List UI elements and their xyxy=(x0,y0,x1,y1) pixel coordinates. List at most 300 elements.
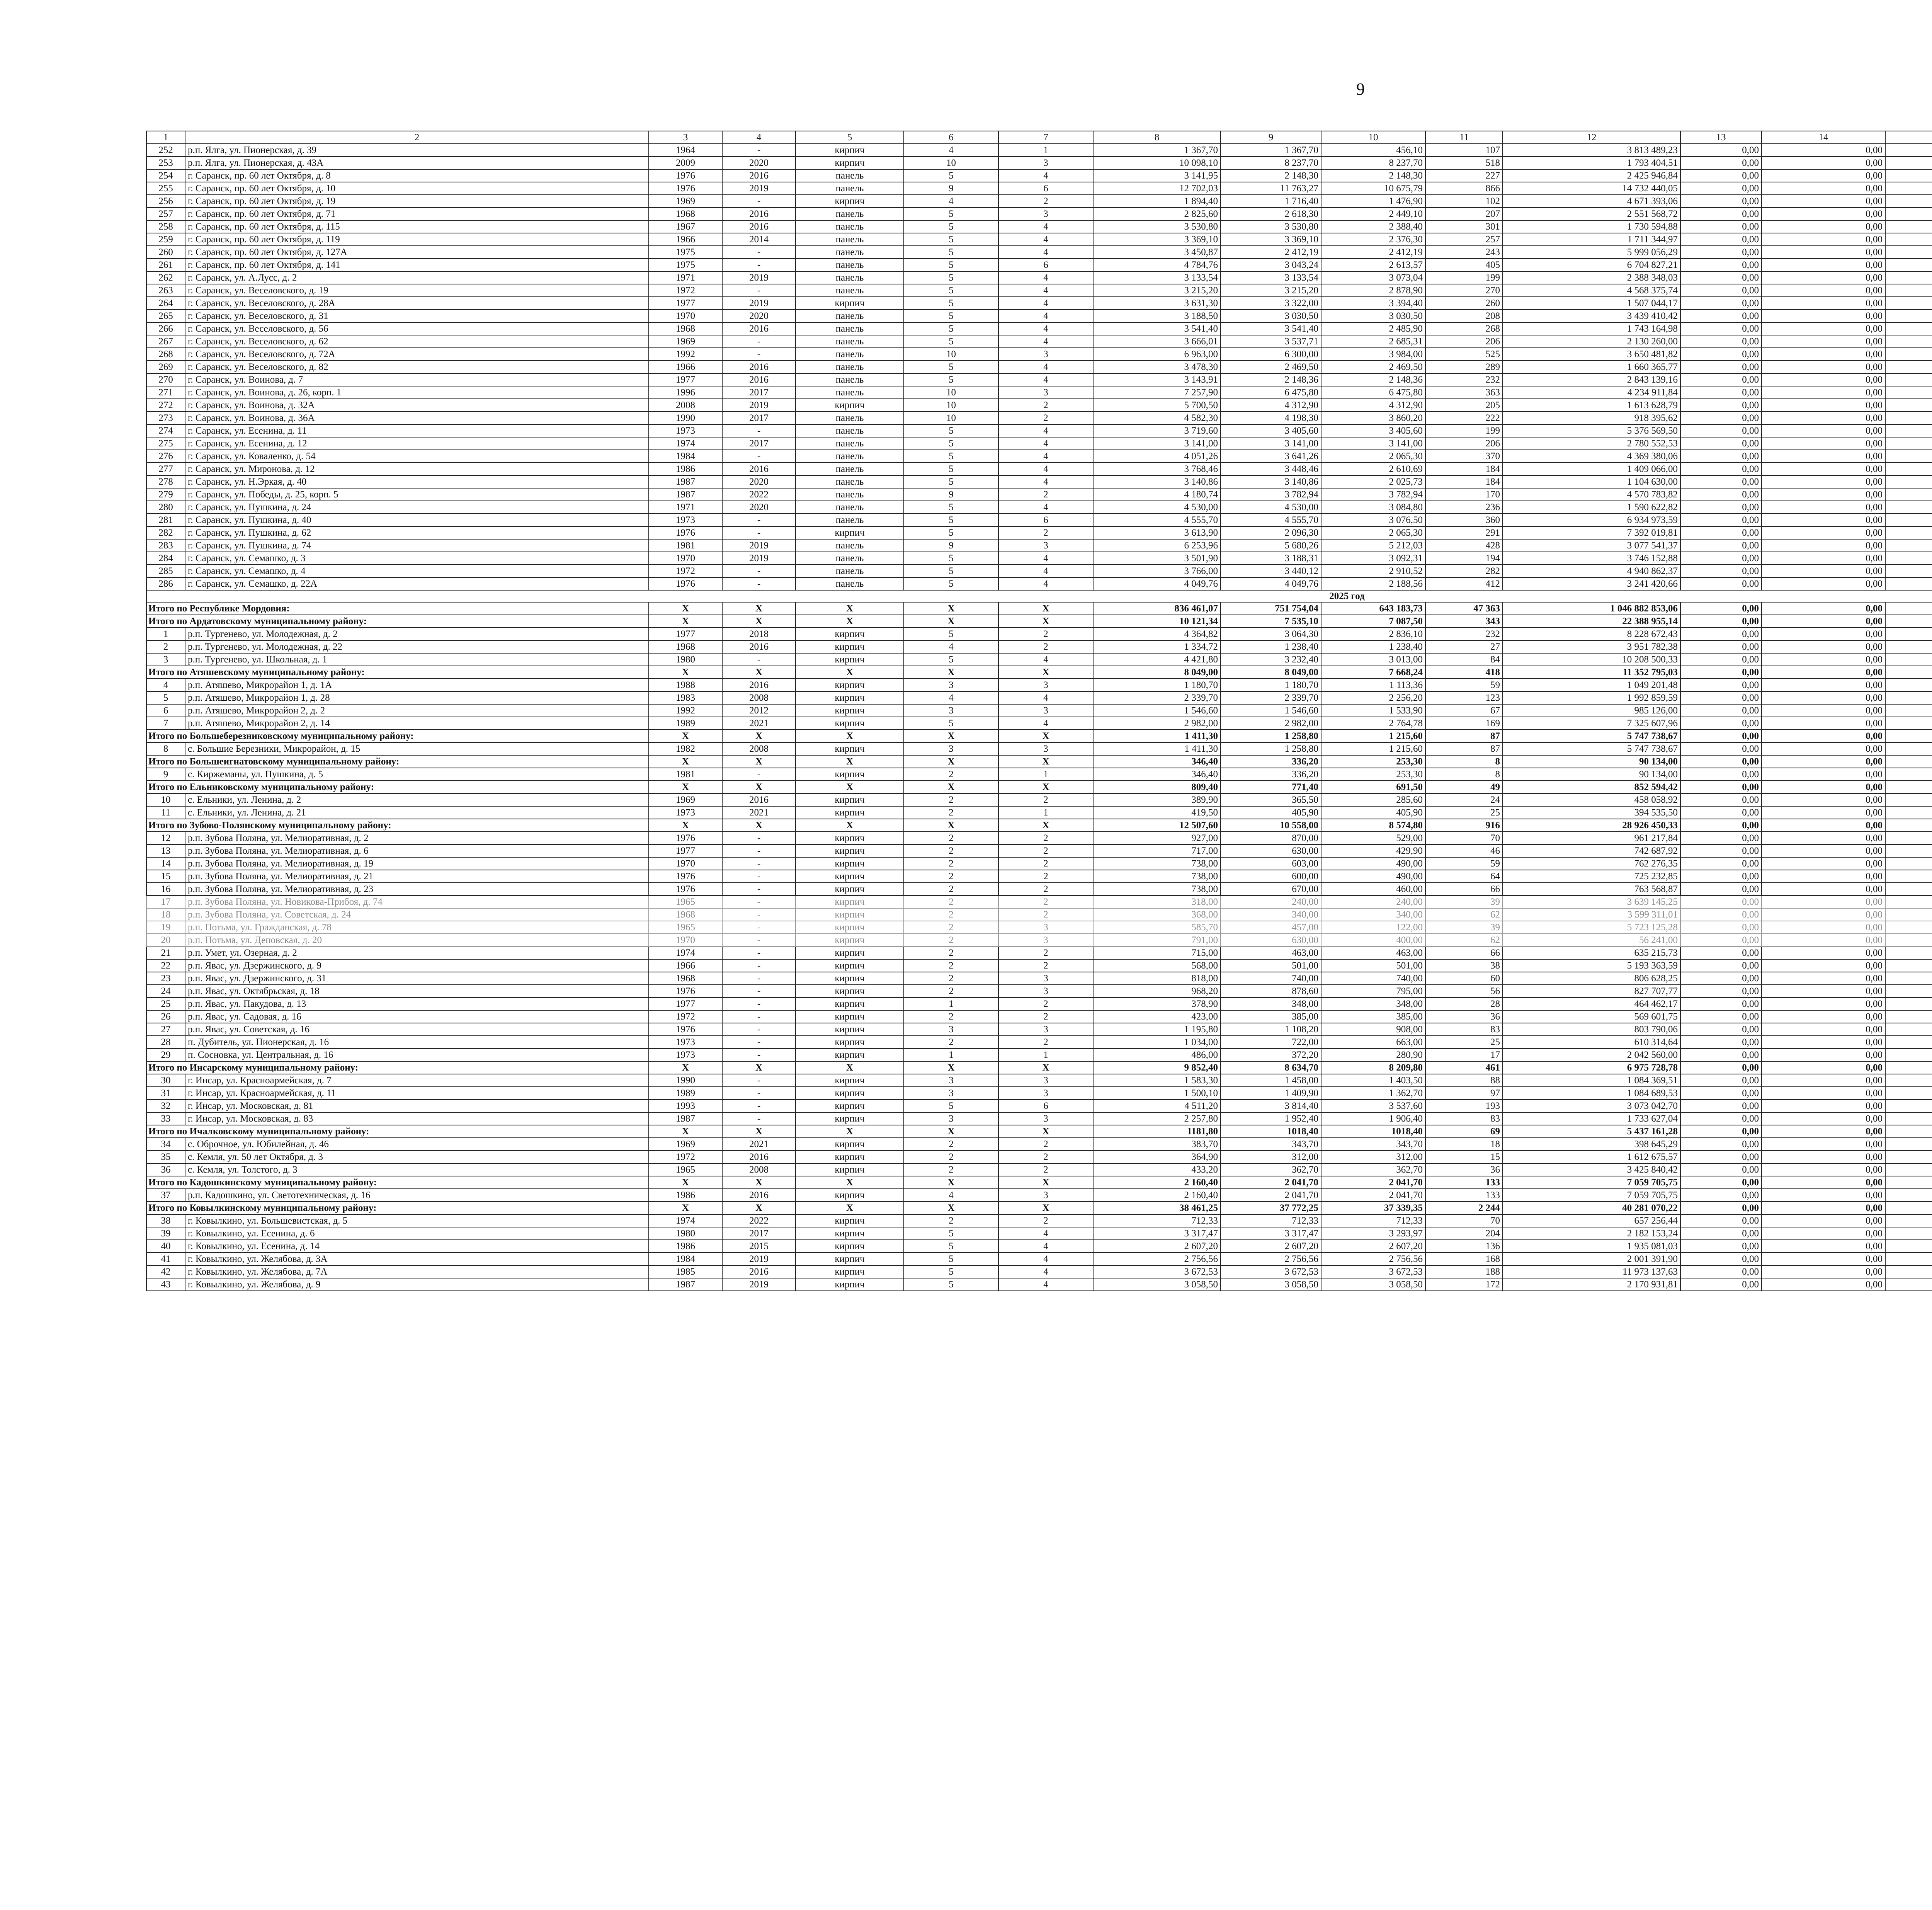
table-cell: X xyxy=(722,615,796,628)
table-cell: 0,00 xyxy=(1680,284,1762,297)
table-cell: 1018,40 xyxy=(1321,1125,1425,1138)
table-cell: 42 xyxy=(146,1265,185,1278)
table-cell: 771,40 xyxy=(1221,781,1321,793)
table-row xyxy=(146,539,1932,552)
table-cell: 3 650 481,82 xyxy=(1503,348,1680,361)
table-cell: - xyxy=(722,934,796,946)
table-cell: 1970 xyxy=(649,552,722,565)
table-cell: панель xyxy=(796,552,904,565)
table-cell: г. Саранск, пр. 60 лет Октября, д. 127А xyxy=(185,246,649,259)
table-cell: 59 xyxy=(1425,857,1503,870)
table-row xyxy=(146,1138,1932,1151)
table-cell: 22 388 955,14 xyxy=(1503,615,1680,628)
table-cell: 0,00 xyxy=(1762,1036,1885,1049)
table-cell: кирпич xyxy=(796,1036,904,1049)
table-cell: 4 xyxy=(998,284,1093,297)
table-cell: 5 xyxy=(904,322,998,335)
subtotal-row xyxy=(146,781,1932,793)
table-cell: панель xyxy=(796,169,904,182)
table-cell: 5 xyxy=(796,131,904,144)
table-cell: 3 xyxy=(649,131,722,144)
subtotal-row xyxy=(146,819,1932,832)
table-cell: 1973 xyxy=(649,514,722,526)
table-cell: 1971 xyxy=(649,271,722,284)
table-cell: Итого по Республике Мордовия: xyxy=(146,602,649,615)
table-cell xyxy=(1885,1176,1932,1189)
table-cell: 1972 xyxy=(649,1010,722,1023)
table-cell: 1976 xyxy=(649,182,722,195)
table-cell: 501,00 xyxy=(1221,959,1321,972)
table-cell: X xyxy=(998,1061,1093,1074)
table-cell: 8 xyxy=(1425,755,1503,768)
table-cell: X xyxy=(796,730,904,742)
table-cell: 2 xyxy=(904,832,998,844)
table-cell: 0,00 xyxy=(1680,169,1762,182)
table-cell: 1 258,80 xyxy=(1221,742,1321,755)
table-cell: г. Саранск, ул. Коваленко, д. 54 xyxy=(185,450,649,463)
table-cell: кирпич xyxy=(796,1010,904,1023)
table-row xyxy=(146,488,1932,501)
table-cell: 3 440,12 xyxy=(1221,565,1321,577)
table-cell: 3 xyxy=(998,985,1093,998)
table-cell: Итого по Ковылкинскому муниципальному району: xyxy=(146,1202,649,1214)
table-cell: 2 xyxy=(904,895,998,908)
table-row xyxy=(146,985,1932,998)
table-cell: 348,00 xyxy=(1321,998,1425,1010)
table-cell: 1984 xyxy=(649,1253,722,1265)
table-cell: 34 xyxy=(146,1138,185,1151)
table-cell: 123 xyxy=(1425,691,1503,704)
table-cell: 5 xyxy=(904,475,998,488)
table-row xyxy=(146,895,1932,908)
table-cell: 10 xyxy=(1321,131,1425,144)
table-cell: 1968 xyxy=(649,972,722,985)
table-cell: г. Саранск, пр. 60 лет Октября, д. 119 xyxy=(185,233,649,246)
table-cell: 1965 xyxy=(649,921,722,934)
table-cell: 340,00 xyxy=(1221,908,1321,921)
table-cell: 1 xyxy=(146,131,185,144)
table-cell xyxy=(1885,1189,1932,1202)
table-cell: 2016 xyxy=(722,1265,796,1278)
table-cell: 6 300,00 xyxy=(1221,348,1321,361)
table-row xyxy=(146,577,1932,590)
table-cell: 722,00 xyxy=(1221,1036,1321,1049)
table-cell: 0,00 xyxy=(1762,1227,1885,1240)
table-cell xyxy=(1885,985,1932,998)
table-cell: 2 910,52 xyxy=(1321,565,1425,577)
table-cell: 36 xyxy=(146,1163,185,1176)
table-cell xyxy=(1885,1240,1932,1253)
table-cell: 0,00 xyxy=(1762,463,1885,475)
table-cell: 268 xyxy=(146,348,185,361)
table-cell: кирпич xyxy=(796,921,904,934)
table-cell: кирпич xyxy=(796,832,904,844)
table-cell: - xyxy=(722,348,796,361)
table-cell: 4 xyxy=(998,475,1093,488)
table-cell: 2 xyxy=(998,1151,1093,1163)
table-cell: 738,00 xyxy=(1093,883,1221,895)
table-cell xyxy=(1885,857,1932,870)
table-cell: 24 xyxy=(1425,793,1503,806)
table-cell: 1 793 404,51 xyxy=(1503,157,1680,169)
table-cell: 2 xyxy=(904,1151,998,1163)
table-cell: 405 xyxy=(1425,259,1503,271)
table-cell: X xyxy=(649,819,722,832)
table-cell: 4 530,00 xyxy=(1093,501,1221,514)
table-cell: 2 096,30 xyxy=(1221,526,1321,539)
table-cell: г. Ковылкино, ул. Есенина, д. 14 xyxy=(185,1240,649,1253)
table-cell: 0,00 xyxy=(1762,361,1885,373)
table-cell: п. Сосновка, ул. Центральная, д. 16 xyxy=(185,1049,649,1061)
table-cell: 3 672,53 xyxy=(1221,1265,1321,1278)
table-cell: 6 xyxy=(998,259,1093,271)
table-cell: г. Ковылкино, ул. Большевистская, д. 5 xyxy=(185,1214,649,1227)
table-cell: 1 476,90 xyxy=(1321,195,1425,208)
table-cell: X xyxy=(722,819,796,832)
table-cell: 630,00 xyxy=(1221,934,1321,946)
table-cell: 3 439 410,42 xyxy=(1503,310,1680,322)
table-cell: 0,00 xyxy=(1680,666,1762,679)
table-cell: 2 607,20 xyxy=(1321,1240,1425,1253)
table-cell: - xyxy=(722,985,796,998)
table-cell: 257 xyxy=(146,208,185,220)
table-row xyxy=(146,157,1932,169)
table-cell: X xyxy=(998,1202,1093,1214)
table-cell: 1971 xyxy=(649,501,722,514)
table-cell xyxy=(1885,322,1932,335)
table-cell: кирпич xyxy=(796,704,904,717)
table-cell: 1975 xyxy=(649,259,722,271)
table-cell xyxy=(1885,297,1932,310)
table-cell xyxy=(1885,463,1932,475)
table-cell: 398 645,29 xyxy=(1503,1138,1680,1151)
table-cell: 1 409 066,00 xyxy=(1503,463,1680,475)
table-cell: 348,00 xyxy=(1221,998,1321,1010)
table-cell: - xyxy=(722,883,796,895)
table-cell: 0,00 xyxy=(1762,640,1885,653)
table-cell: 569 601,75 xyxy=(1503,1010,1680,1023)
table-cell: 263 xyxy=(146,284,185,297)
table-cell: 961 217,84 xyxy=(1503,832,1680,844)
table-cell: 0,00 xyxy=(1762,768,1885,781)
table-cell: р.п. Явас, ул. Октябрьская, д. 18 xyxy=(185,985,649,998)
table-cell: X xyxy=(904,615,998,628)
table-cell: кирпич xyxy=(796,399,904,412)
table-cell: 383,70 xyxy=(1093,1138,1221,1151)
table-cell: 36 xyxy=(1425,1010,1503,1023)
table-cell: р.п. Явас, ул. Советская, д. 16 xyxy=(185,1023,649,1036)
table-cell: р.п. Явас, ул. Пакудова, д. 13 xyxy=(185,998,649,1010)
table-cell: 1 xyxy=(904,998,998,1010)
table-cell: 6 475,80 xyxy=(1321,386,1425,399)
table-cell: 4 xyxy=(998,361,1093,373)
table-cell: 3 140,86 xyxy=(1221,475,1321,488)
table-cell: 199 xyxy=(1425,424,1503,437)
table-cell: 2 982,00 xyxy=(1221,717,1321,730)
table-cell: 4 xyxy=(998,463,1093,475)
table-cell: 0,00 xyxy=(1680,1049,1762,1061)
table-cell: 1 743 164,98 xyxy=(1503,322,1680,335)
table-cell: 2 618,30 xyxy=(1221,208,1321,220)
table-cell: 0,00 xyxy=(1762,1138,1885,1151)
table-cell: 4 xyxy=(998,552,1093,565)
table-cell: р.п. Тургенево, ул. Молодежная, д. 22 xyxy=(185,640,649,653)
table-cell: 25 xyxy=(1425,1036,1503,1049)
table-cell xyxy=(1885,806,1932,819)
table-cell: 6 963,00 xyxy=(1093,348,1221,361)
table-cell: 0,00 xyxy=(1762,1265,1885,1278)
table-cell: X xyxy=(722,755,796,768)
table-cell: 5 xyxy=(904,1227,998,1240)
table-cell: панель xyxy=(796,233,904,246)
table-cell: 1980 xyxy=(649,653,722,666)
table-cell: 258 xyxy=(146,220,185,233)
table-cell: 2 xyxy=(904,870,998,883)
table-cell: кирпич xyxy=(796,1087,904,1100)
table-cell: 3 084,80 xyxy=(1321,501,1425,514)
table-cell: 260 xyxy=(146,246,185,259)
table-cell: 3 719,60 xyxy=(1093,424,1221,437)
table-cell: 1 367,70 xyxy=(1221,144,1321,157)
table-cell: 204 xyxy=(1425,1227,1503,1240)
table-cell: панель xyxy=(796,284,904,297)
table-cell: 670,00 xyxy=(1221,883,1321,895)
table-cell: панель xyxy=(796,437,904,450)
table-cell: X xyxy=(904,730,998,742)
table-cell: 3 064,30 xyxy=(1221,628,1321,640)
table-cell: 0,00 xyxy=(1762,195,1885,208)
table-cell: 1 711 344,97 xyxy=(1503,233,1680,246)
table-cell: 2 xyxy=(998,883,1093,895)
table-cell: 1977 xyxy=(649,844,722,857)
table-cell: 0,00 xyxy=(1762,691,1885,704)
table-cell: 260 xyxy=(1425,297,1503,310)
table-cell: - xyxy=(722,246,796,259)
table-cell: 2016 xyxy=(722,679,796,691)
table-cell: 2021 xyxy=(722,717,796,730)
table-cell: 1987 xyxy=(649,488,722,501)
table-cell xyxy=(1885,602,1932,615)
table-cell: панель xyxy=(796,386,904,399)
table-cell: 4 312,90 xyxy=(1221,399,1321,412)
table-cell: 5 723 125,28 xyxy=(1503,921,1680,934)
table-cell: 1 500,10 xyxy=(1093,1087,1221,1100)
table-cell: 0,00 xyxy=(1762,730,1885,742)
table-cell: 37 xyxy=(146,1189,185,1202)
subtotal-row xyxy=(146,730,1932,742)
table-cell: 5 680,26 xyxy=(1221,539,1321,552)
table-cell: 419,50 xyxy=(1093,806,1221,819)
table-cell: 17 xyxy=(146,895,185,908)
table-cell: 2019 xyxy=(722,297,796,310)
table-cell: 1987 xyxy=(649,475,722,488)
table-cell: 3 077 541,37 xyxy=(1503,539,1680,552)
table-cell: 2 xyxy=(904,768,998,781)
table-cell xyxy=(1885,1265,1932,1278)
table-cell: 2 756,56 xyxy=(1221,1253,1321,1265)
table-cell: 2 xyxy=(998,526,1093,539)
table-cell: 255 xyxy=(146,182,185,195)
table-cell: 340,00 xyxy=(1321,908,1425,921)
table-cell xyxy=(1885,1202,1932,1214)
table-cell: 3 141,00 xyxy=(1221,437,1321,450)
table-cell: 1984 xyxy=(649,450,722,463)
table-cell: с. Киржеманы, ул. Пушкина, д. 5 xyxy=(185,768,649,781)
table-cell: 1977 xyxy=(649,628,722,640)
table-cell: г. Саранск, ул. Пушкина, д. 24 xyxy=(185,501,649,514)
table-cell: 927,00 xyxy=(1093,832,1221,844)
table-cell: 385,00 xyxy=(1321,1010,1425,1023)
table-cell: 0,00 xyxy=(1762,704,1885,717)
table-cell: 1 367,70 xyxy=(1093,144,1221,157)
table-cell: 1965 xyxy=(649,895,722,908)
table-cell: 1 238,40 xyxy=(1221,640,1321,653)
table-cell: 6 475,80 xyxy=(1221,386,1321,399)
table-cell: 5 376 569,50 xyxy=(1503,424,1680,437)
table-cell: 0,00 xyxy=(1762,959,1885,972)
table-cell: г. Саранск, ул. Веселовского, д. 19 xyxy=(185,284,649,297)
table-cell: 169 xyxy=(1425,717,1503,730)
table-cell: 9 xyxy=(904,539,998,552)
table-cell: 291 xyxy=(1425,526,1503,539)
table-cell: кирпич xyxy=(796,640,904,653)
table-cell: 11 763,27 xyxy=(1221,182,1321,195)
table-cell: 4 xyxy=(998,501,1093,514)
table-cell: 3 xyxy=(904,704,998,717)
table-cell: 272 xyxy=(146,399,185,412)
table-cell: г. Саранск, ул. А.Лусс, д. 2 xyxy=(185,271,649,284)
table-cell: 1990 xyxy=(649,412,722,424)
table-row xyxy=(146,1010,1932,1023)
table-cell: 285,60 xyxy=(1321,793,1425,806)
table-cell: 0,00 xyxy=(1762,653,1885,666)
table-cell: 16 xyxy=(146,883,185,895)
table-cell: 1 xyxy=(146,628,185,640)
table-cell xyxy=(1885,1087,1932,1100)
table-row xyxy=(146,972,1932,985)
table-cell: 585,70 xyxy=(1093,921,1221,934)
table-cell: 3 782,94 xyxy=(1321,488,1425,501)
table-cell: панель xyxy=(796,463,904,475)
table-row xyxy=(146,1112,1932,1125)
table-cell xyxy=(1885,233,1932,246)
table-cell: кирпич xyxy=(796,526,904,539)
table-cell: 1 411,30 xyxy=(1093,742,1221,755)
table-cell: 428 xyxy=(1425,539,1503,552)
table-cell: 2 xyxy=(904,959,998,972)
table-row xyxy=(146,768,1932,781)
table-cell: 0,00 xyxy=(1762,806,1885,819)
table-cell: X xyxy=(649,1061,722,1074)
table-cell: 1967 xyxy=(649,220,722,233)
table-cell: 878,60 xyxy=(1221,985,1321,998)
table-row xyxy=(146,1049,1932,1061)
table-cell: 1 362,70 xyxy=(1321,1087,1425,1100)
table-cell: 2 xyxy=(904,806,998,819)
table-cell xyxy=(1885,144,1932,157)
table-cell: - xyxy=(722,1023,796,1036)
table-cell: 275 xyxy=(146,437,185,450)
table-cell: 60 xyxy=(1425,972,1503,985)
table-cell: 3 073 042,70 xyxy=(1503,1100,1680,1112)
table-cell: 0,00 xyxy=(1680,526,1762,539)
table-cell: 3 241 420,66 xyxy=(1503,577,1680,590)
table-cell: 525 xyxy=(1425,348,1503,361)
table-cell: 2 xyxy=(904,1138,998,1151)
table-cell: 1988 xyxy=(649,679,722,691)
table-cell: 3 768,46 xyxy=(1093,463,1221,475)
table-cell: 2 xyxy=(998,870,1093,883)
table-cell: 2020 xyxy=(722,475,796,488)
table-cell xyxy=(1885,615,1932,628)
table-cell: панель xyxy=(796,501,904,514)
subtotal-row xyxy=(146,1202,1932,1214)
table-cell: 1976 xyxy=(649,832,722,844)
table-row xyxy=(146,704,1932,717)
column-number-row xyxy=(146,131,1932,144)
table-cell: 1 533,90 xyxy=(1321,704,1425,717)
table-cell: 184 xyxy=(1425,475,1503,488)
table-cell: 738,00 xyxy=(1093,857,1221,870)
table-cell xyxy=(1885,399,1932,412)
table-cell: 1977 xyxy=(649,998,722,1010)
table-cell: п. Дубитель, ул. Пионерская, д. 16 xyxy=(185,1036,649,1049)
table-cell: X xyxy=(998,1176,1093,1189)
table-cell: 0,00 xyxy=(1680,1176,1762,1189)
table-cell: X xyxy=(904,819,998,832)
table-cell: 240,00 xyxy=(1321,895,1425,908)
table-cell: кирпич xyxy=(796,1214,904,1227)
table-cell: X xyxy=(998,730,1093,742)
table-cell: 372,20 xyxy=(1221,1049,1321,1061)
table-cell: 5 xyxy=(904,259,998,271)
table-cell: - xyxy=(722,144,796,157)
table-cell: - xyxy=(722,1112,796,1125)
table-cell: с. Кемля, ул. Толстого, д. 3 xyxy=(185,1163,649,1176)
table-cell: р.п. Зубова Поляна, ул. Мелиоративная, д. 19 xyxy=(185,857,649,870)
table-cell: 0,00 xyxy=(1762,412,1885,424)
table-cell: 0,00 xyxy=(1680,653,1762,666)
table-cell: - xyxy=(722,908,796,921)
table-cell: с. Оброчное, ул. Юбилейная, д. 46 xyxy=(185,1138,649,1151)
table-cell: 0,00 xyxy=(1762,717,1885,730)
table-row xyxy=(146,526,1932,539)
table-cell: 87 xyxy=(1425,730,1503,742)
table-cell: 5 xyxy=(904,501,998,514)
table-cell: 2020 xyxy=(722,157,796,169)
table-cell: 791,00 xyxy=(1093,934,1221,946)
table-cell: 1 084 369,51 xyxy=(1503,1074,1680,1087)
table-cell: 0,00 xyxy=(1680,883,1762,895)
table-cell: 0,00 xyxy=(1680,577,1762,590)
table-cell: 1973 xyxy=(649,424,722,437)
table-cell: 1 507 044,17 xyxy=(1503,297,1680,310)
table-cell: р.п. Тургенево, ул. Молодежная, д. 2 xyxy=(185,628,649,640)
table-cell: 2017 xyxy=(722,386,796,399)
table-cell: 1 411,30 xyxy=(1093,730,1221,742)
table-cell: 0,00 xyxy=(1680,602,1762,615)
table-cell: 0,00 xyxy=(1680,1214,1762,1227)
table-cell: 0,00 xyxy=(1680,322,1762,335)
table-cell: 1 590 622,82 xyxy=(1503,501,1680,514)
table-cell: 1975 xyxy=(649,246,722,259)
table-cell: 2 388,40 xyxy=(1321,220,1425,233)
table-cell: г. Саранск, ул. Пушкина, д. 62 xyxy=(185,526,649,539)
table-cell: 0,00 xyxy=(1762,208,1885,220)
table-cell: 712,33 xyxy=(1221,1214,1321,1227)
table-cell: 0,00 xyxy=(1680,985,1762,998)
table-cell: 0,00 xyxy=(1762,755,1885,768)
